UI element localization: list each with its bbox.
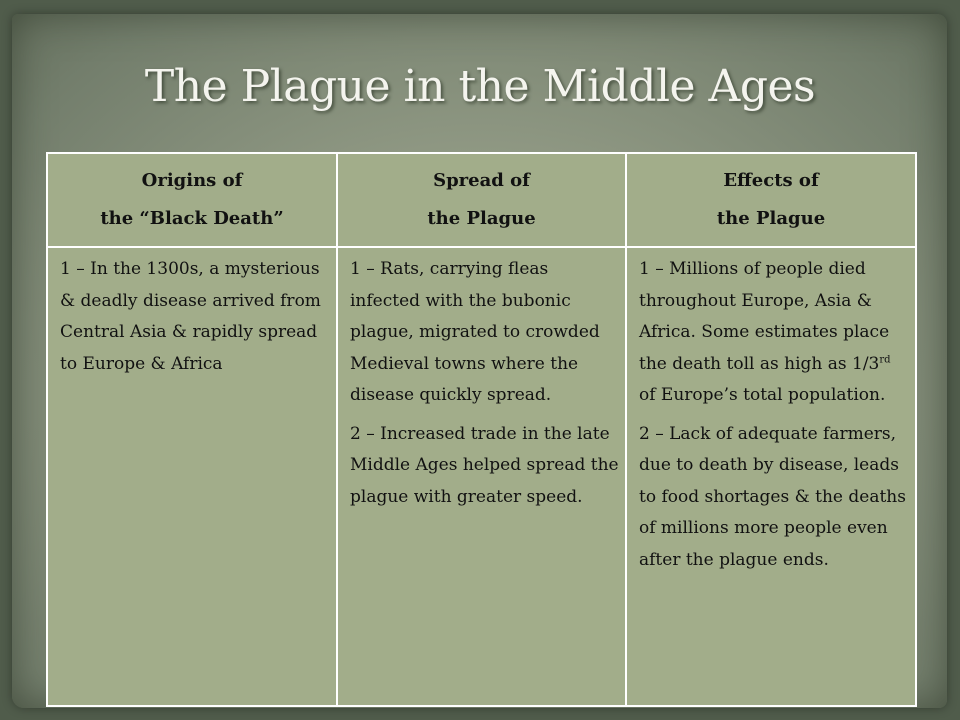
slide-title: The Plague in the Middle Ages [144,61,816,112]
spread-entry-1: 1 – Rats, carrying fleas infected with the bubonic plague, migrated to crowded Medieval towns where the disease quickly spread. [350,259,600,405]
content-row [47,247,916,706]
header-effects [626,153,916,247]
effects-entry-2: 2 – Lack of adequate farmers, due to death by disease, leads to food shortages & the deaths of millions more people even after the plague ends. [639,423,906,570]
spread-entry-2: 2 – Increased trade in the late Middle Ages helped spread the plague with greater speed. [350,423,619,507]
effects-entry-1-text-end: of Europe’s total population. [639,385,886,405]
plague-table [46,152,917,707]
header-row [47,153,916,247]
header-spread-line1: Spread of [433,170,530,191]
effects-entry-1-text: 1 – Millions of people died throughout Europe, Asia & Africa. Some estimates place the death toll as high as 1/3 [639,259,890,374]
origins-cell [47,247,337,706]
header-origins-line1: Origins of [141,170,243,191]
header-effects-line2: the Plague [716,208,826,229]
spread-cell [337,247,626,706]
header-effects-line1: Effects of [723,170,819,191]
header-spread-line2: the Plague [427,208,536,229]
header-origins-line2: the “Black Death” [100,208,284,229]
effects-cell [626,247,916,706]
ordinal-superscript: rd [879,353,891,365]
header-spread [337,153,626,247]
header-origins [47,153,337,247]
origins-entry-1: 1 – In the 1300s, a mysterious & deadly disease arrived from Central Asia & rapidly spread to Europe & Africa [60,259,321,374]
effects-entry-1 [639,254,909,412]
